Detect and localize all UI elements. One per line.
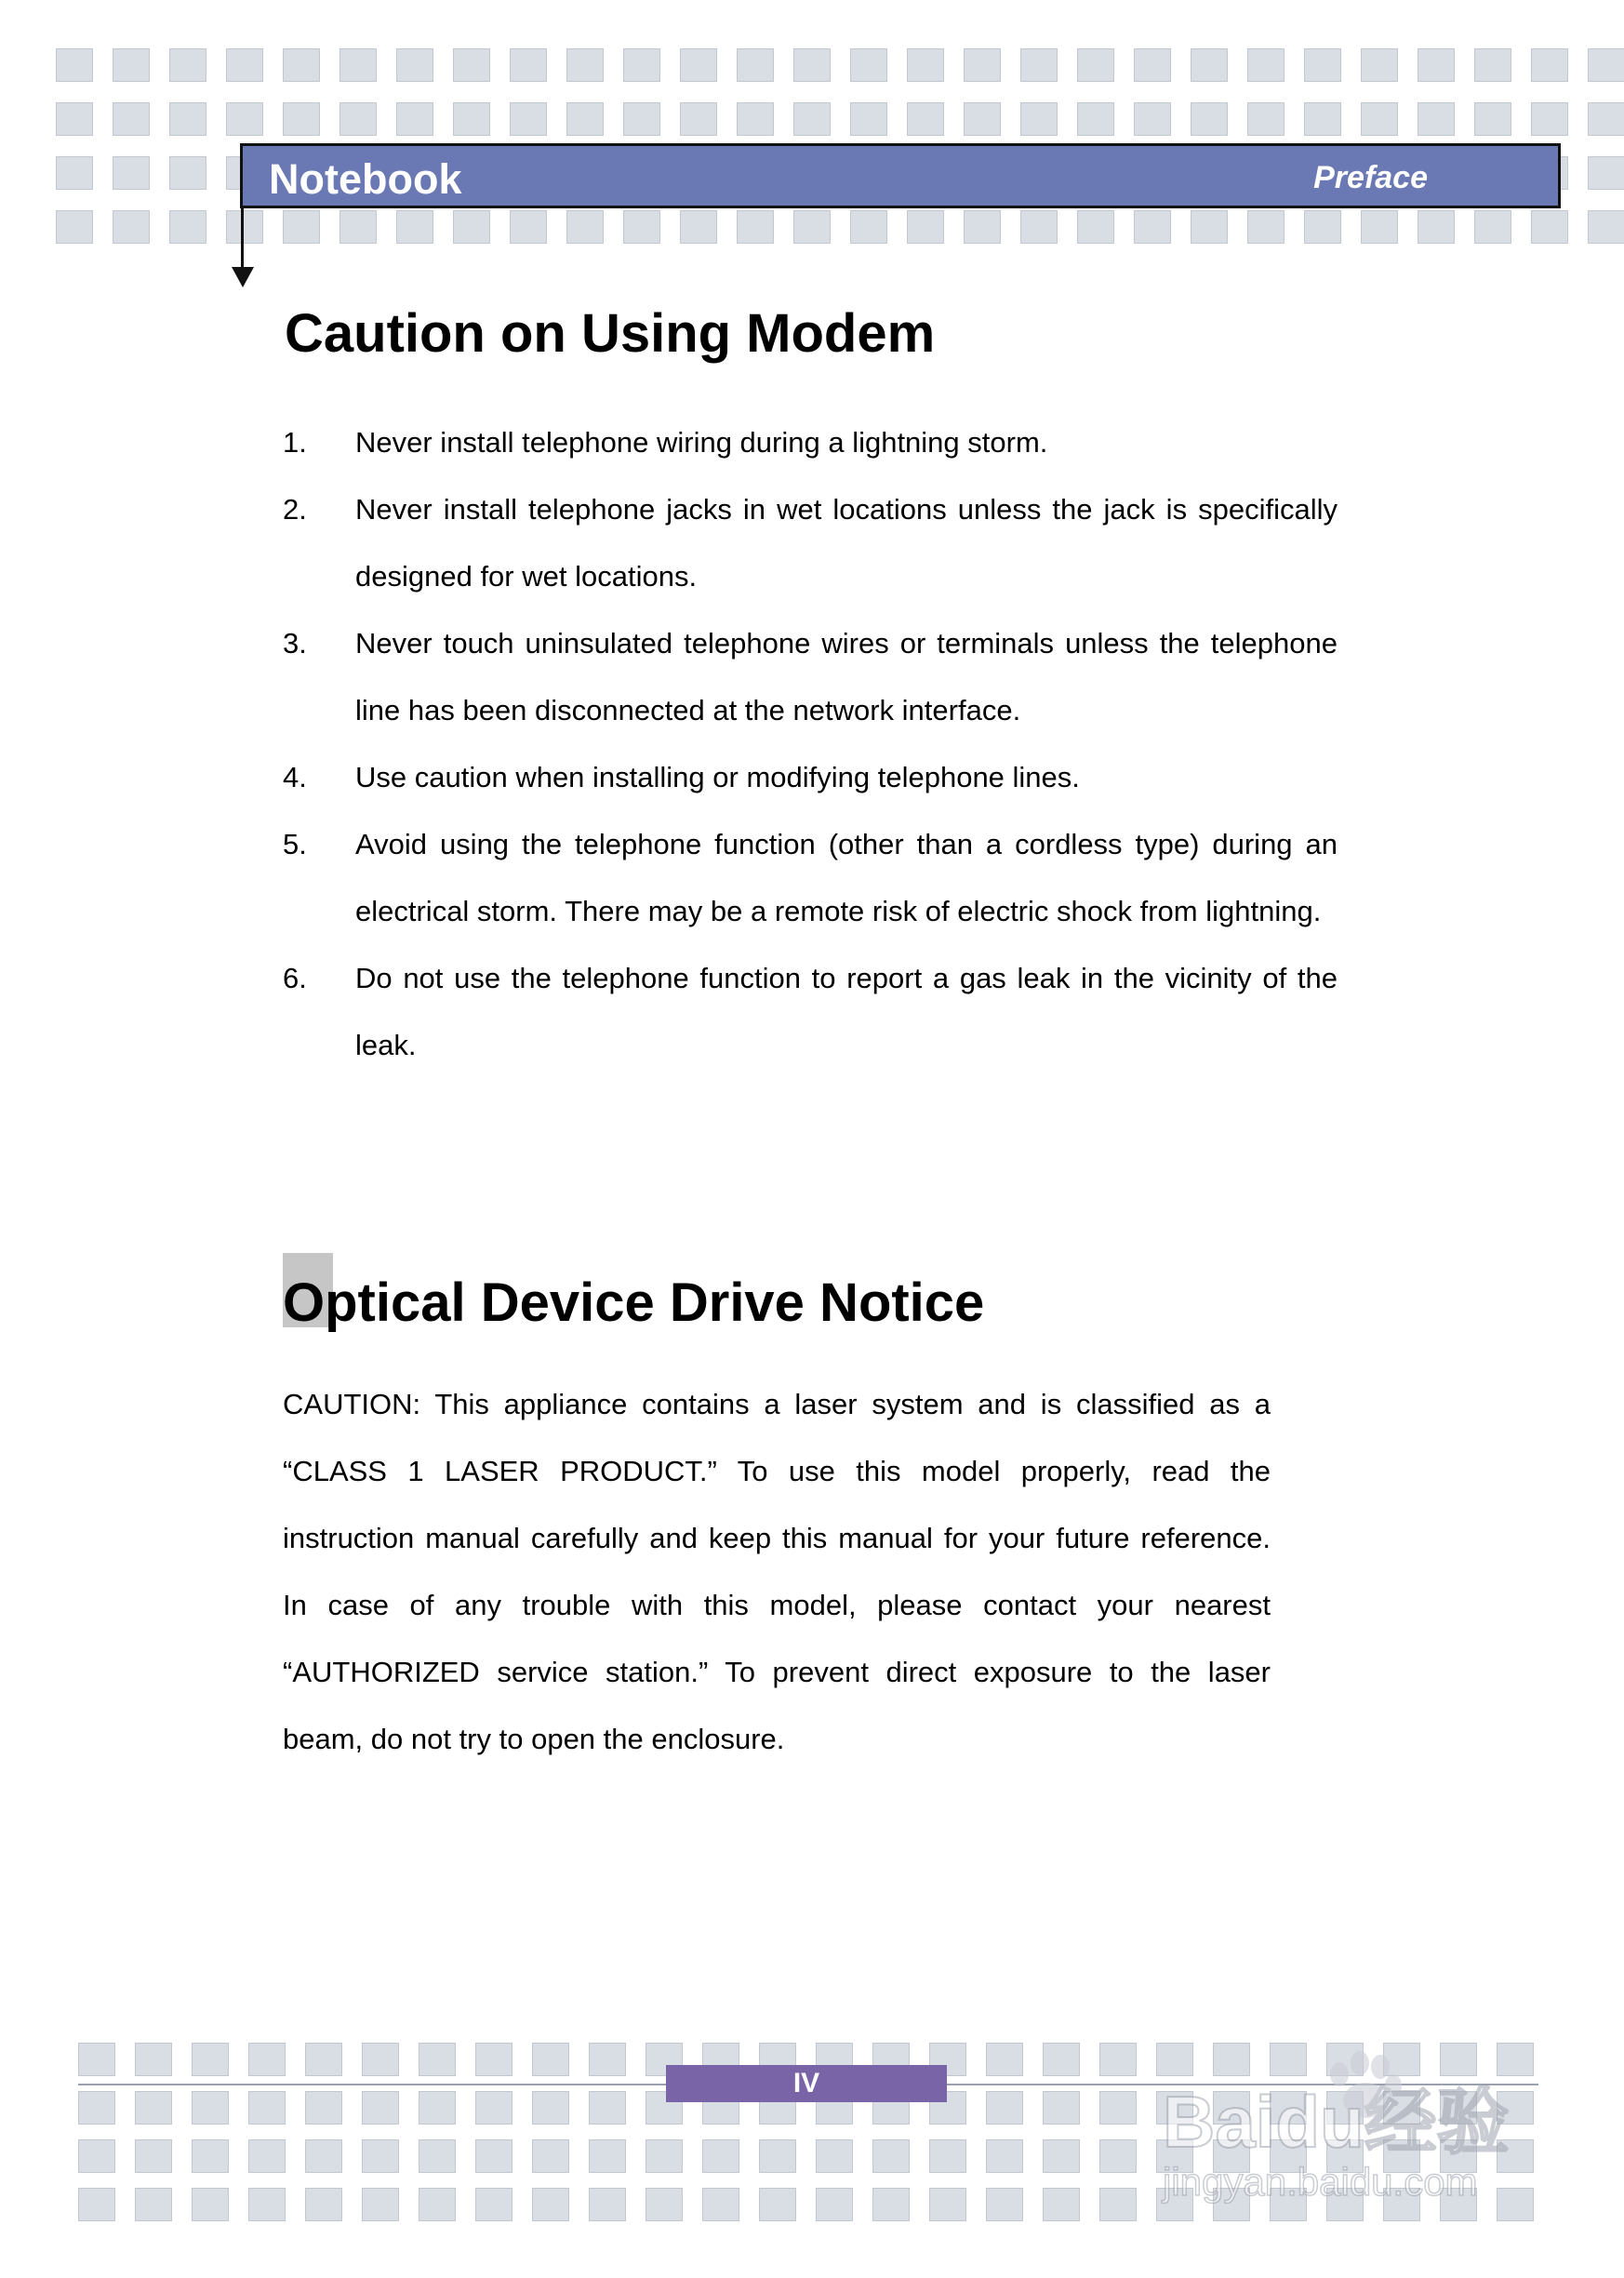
- decor-tile: [226, 48, 263, 82]
- decor-tile: [589, 2043, 626, 2076]
- arrow-down-icon: [232, 267, 254, 287]
- decor-tile: [362, 2091, 399, 2125]
- decor-tile: [169, 156, 206, 190]
- decor-tile: [419, 2188, 456, 2221]
- decor-tile: [566, 210, 604, 244]
- decor-tile: [1531, 48, 1568, 82]
- decor-tile: [419, 2139, 456, 2173]
- decor-tile: [135, 2139, 172, 2173]
- decor-tile: [192, 2139, 229, 2173]
- decor-tile: [475, 2091, 512, 2125]
- decor-tile: [532, 2139, 569, 2173]
- decor-tile: [532, 2091, 569, 2125]
- decor-tile: [964, 210, 1001, 244]
- decor-tile: [1099, 2091, 1137, 2125]
- decor-tile: [113, 48, 150, 82]
- decor-tile: [305, 2188, 342, 2221]
- decor-tile: [1361, 48, 1398, 82]
- decor-tile: [78, 2091, 115, 2125]
- decor-tile: [907, 210, 944, 244]
- decor-tile: [362, 2139, 399, 2173]
- decor-tile: [850, 102, 887, 136]
- decor-tile: [929, 2139, 966, 2173]
- decor-tile: [1361, 102, 1398, 136]
- decor-tile: [623, 48, 660, 82]
- decor-tile: [1474, 102, 1511, 136]
- decor-tile: [737, 210, 774, 244]
- decor-tile: [623, 210, 660, 244]
- decor-tile: [986, 2139, 1023, 2173]
- decor-tile: [532, 2188, 569, 2221]
- decor-tile: [192, 2043, 229, 2076]
- list-item: [283, 476, 1338, 610]
- decor-tile: [419, 2043, 456, 2076]
- decor-tile: [1191, 210, 1228, 244]
- item-number: 3.: [283, 627, 307, 659]
- item-number: 5.: [283, 828, 307, 860]
- decor-tile: [1247, 48, 1285, 82]
- decor-tile: [169, 48, 206, 82]
- item-number: 2.: [283, 493, 307, 526]
- header-bar: [240, 143, 1561, 208]
- decor-tile: [1099, 2043, 1137, 2076]
- item-number: 1.: [283, 426, 307, 459]
- decor-tile: [702, 2139, 739, 2173]
- decor-tile: [78, 2188, 115, 2221]
- decor-tile: [283, 102, 320, 136]
- decor-tile: [680, 210, 717, 244]
- decor-tile: [1247, 102, 1285, 136]
- decor-tile: [929, 2188, 966, 2221]
- decor-tile: [986, 2043, 1023, 2076]
- decor-tile: [1020, 48, 1058, 82]
- decor-tile: [1077, 210, 1114, 244]
- decor-tile: [56, 48, 93, 82]
- baidu-watermark: [1153, 2037, 1544, 2214]
- decor-tile: [339, 210, 377, 244]
- decor-tile: [623, 102, 660, 136]
- decor-tile: [113, 156, 150, 190]
- list-item: [283, 811, 1338, 945]
- decor-tile: [1099, 2188, 1137, 2221]
- decor-tile: [589, 2188, 626, 2221]
- decor-tile: [964, 48, 1001, 82]
- watermark-url: jingyan.baidu.com: [1163, 2160, 1478, 2204]
- decor-tile: [1020, 102, 1058, 136]
- decor-tile: [589, 2139, 626, 2173]
- guide-line: [241, 208, 244, 269]
- decor-tile: [566, 48, 604, 82]
- decor-tile: [56, 102, 93, 136]
- decor-tile: [737, 48, 774, 82]
- decor-tile: [1077, 48, 1114, 82]
- optical-notice-body: CAUTION: This appliance contains a laser system and is classified as a “CLASS 1 LASER PRODUCT.” To use this model properly, read the instruction manual carefully and keep this manual for your future reference. In case of any trouble with this model, please contact your nearest “AUTHORIZED service station.” To prevent direct exposure to the laser beam, do not try to open the enclosure.: [283, 1388, 1271, 1755]
- decor-tile: [192, 2091, 229, 2125]
- decor-tile: [1191, 48, 1228, 82]
- decor-tile: [56, 210, 93, 244]
- decor-tile: [1531, 102, 1568, 136]
- decor-tile: [1474, 210, 1511, 244]
- decor-tile: [1304, 210, 1341, 244]
- decor-tile: [759, 2139, 796, 2173]
- decor-tile: [169, 210, 206, 244]
- decor-tile: [816, 2188, 853, 2221]
- item-text: Avoid using the telephone function (other than a cordless type) during an electrical storm. There may be a remote risk of electric shock from lightning.: [355, 828, 1338, 927]
- decor-tile: [1588, 156, 1624, 190]
- decor-tile: [646, 2139, 683, 2173]
- optical-notice-heading: Optical Device Drive Notice: [283, 1272, 985, 1333]
- item-text: Use caution when installing or modifying telephone lines.: [355, 761, 1080, 793]
- decor-tile: [793, 48, 831, 82]
- decor-tile: [283, 210, 320, 244]
- decor-tile: [1304, 48, 1341, 82]
- decor-tile: [113, 102, 150, 136]
- decor-tile: [1418, 210, 1455, 244]
- decor-tile: [78, 2139, 115, 2173]
- item-text: Never touch uninsulated telephone wires or terminals unless the telephone line has been disconnected at the network interface.: [355, 627, 1338, 726]
- list-item: [283, 945, 1338, 1079]
- decor-tile: [56, 156, 93, 190]
- decor-tile: [305, 2139, 342, 2173]
- decor-tile: [702, 2188, 739, 2221]
- decor-tile: [964, 102, 1001, 136]
- decor-tile: [646, 2188, 683, 2221]
- decor-tile: [339, 48, 377, 82]
- decor-tile: [986, 2188, 1023, 2221]
- decor-tile: [850, 48, 887, 82]
- decor-tile: [872, 2139, 910, 2173]
- decor-tile: [362, 2188, 399, 2221]
- decor-tile: [78, 2043, 115, 2076]
- decor-tile: [453, 210, 490, 244]
- item-text: Never install telephone wiring during a lightning storm.: [355, 426, 1048, 459]
- decor-tile: [169, 102, 206, 136]
- decor-tile: [339, 102, 377, 136]
- decor-tile: [1247, 210, 1285, 244]
- decor-tile: [872, 2188, 910, 2221]
- decor-tile: [1043, 2091, 1080, 2125]
- list-item: [283, 409, 1338, 476]
- decor-tile: [226, 210, 263, 244]
- decor-tile: [907, 102, 944, 136]
- decor-tile: [1099, 2139, 1137, 2173]
- decor-tile: [226, 102, 263, 136]
- decor-tile: [510, 48, 547, 82]
- decor-tile: [135, 2091, 172, 2125]
- decor-tile: [362, 2043, 399, 2076]
- page-number: IV: [666, 2065, 947, 2102]
- decor-tile: [680, 48, 717, 82]
- item-number: 4.: [283, 761, 307, 793]
- header-title: Notebook: [269, 155, 462, 203]
- decor-tile: [248, 2188, 286, 2221]
- watermark-brand: Baidu经验: [1163, 2081, 1510, 2163]
- decor-tile: [1588, 48, 1624, 82]
- decor-tile: [1361, 210, 1398, 244]
- decor-tile: [1020, 210, 1058, 244]
- decor-tile: [248, 2043, 286, 2076]
- decor-tile: [1474, 48, 1511, 82]
- decor-tile: [850, 210, 887, 244]
- decor-tile: [248, 2139, 286, 2173]
- decor-tile: [113, 210, 150, 244]
- decor-tile: [759, 2188, 796, 2221]
- decor-tile: [986, 2091, 1023, 2125]
- decor-tile: [248, 2091, 286, 2125]
- decor-tile: [1418, 48, 1455, 82]
- modem-caution-heading: Caution on Using Modem: [285, 303, 936, 364]
- decor-tile: [453, 48, 490, 82]
- decor-tile: [680, 102, 717, 136]
- decor-tile: [1191, 102, 1228, 136]
- decor-tile: [907, 48, 944, 82]
- decor-tile: [283, 48, 320, 82]
- decor-tile: [1043, 2188, 1080, 2221]
- decor-tile: [1531, 210, 1568, 244]
- decor-tile: [1134, 48, 1171, 82]
- decor-tile: [305, 2091, 342, 2125]
- decor-tile: [1077, 102, 1114, 136]
- decor-tile: [135, 2043, 172, 2076]
- decor-tile: [793, 210, 831, 244]
- decor-tile: [1418, 102, 1455, 136]
- decor-tile: [305, 2043, 342, 2076]
- decor-tile: [1588, 210, 1624, 244]
- decor-tile: [396, 48, 433, 82]
- decor-tile: [589, 2091, 626, 2125]
- header-section-label: Preface: [1313, 160, 1428, 195]
- list-item: [283, 610, 1338, 744]
- decor-tile: [1134, 102, 1171, 136]
- decor-tile: [510, 210, 547, 244]
- decor-tile: [1588, 102, 1624, 136]
- decor-tile: [793, 102, 831, 136]
- decor-tile: [816, 2139, 853, 2173]
- decor-tile: [396, 210, 433, 244]
- decor-tile: [1304, 102, 1341, 136]
- decor-tile: [192, 2188, 229, 2221]
- decor-tile: [475, 2043, 512, 2076]
- decor-tile: [1134, 210, 1171, 244]
- decor-tile: [475, 2139, 512, 2173]
- decor-tile: [532, 2043, 569, 2076]
- decor-tile: [475, 2188, 512, 2221]
- decor-tile: [453, 102, 490, 136]
- decor-tile: [396, 102, 433, 136]
- decor-tile: [737, 102, 774, 136]
- decor-tile: [510, 102, 547, 136]
- item-text: Never install telephone jacks in wet locations unless the jack is specifically designed for wet locations.: [355, 493, 1338, 593]
- item-text: Do not use the telephone function to report a gas leak in the vicinity of the leak.: [355, 962, 1338, 1061]
- decor-tile: [419, 2091, 456, 2125]
- decor-tile: [1043, 2043, 1080, 2076]
- list-item: [283, 744, 1338, 811]
- decor-tile: [1043, 2139, 1080, 2173]
- decor-tile: [566, 102, 604, 136]
- decor-tile: [135, 2188, 172, 2221]
- modem-caution-list: [283, 409, 1338, 1079]
- item-number: 6.: [283, 962, 307, 994]
